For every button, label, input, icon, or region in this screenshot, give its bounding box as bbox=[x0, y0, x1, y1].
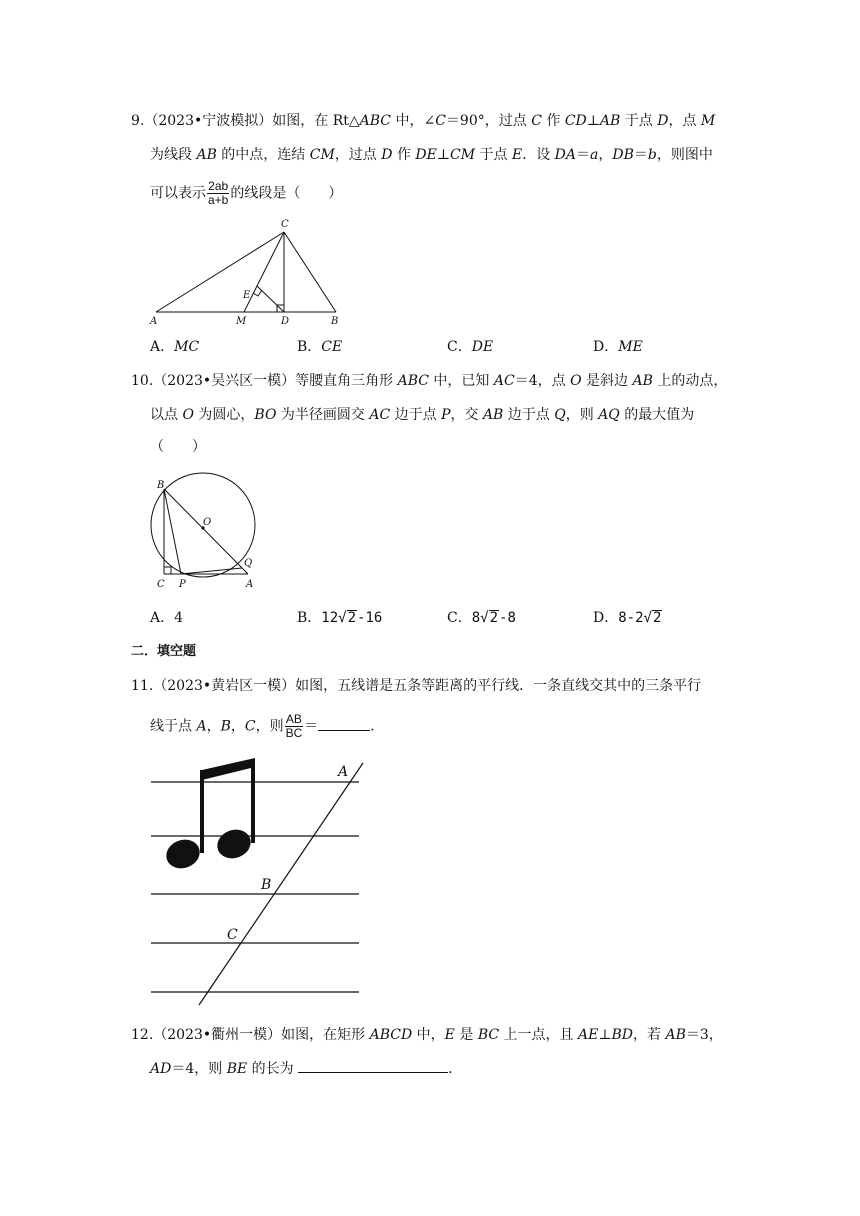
option-text bbox=[472, 610, 516, 626]
segment-ba bbox=[164, 489, 248, 574]
q12-text: BD bbox=[611, 1027, 634, 1043]
option-text: CE bbox=[321, 339, 343, 355]
q9-text: ABC bbox=[359, 113, 392, 129]
segment-ac bbox=[156, 232, 284, 312]
q10-text: 为圆心， bbox=[193, 407, 255, 423]
q10-text: 上的动点， bbox=[652, 373, 728, 389]
q10-option-c[interactable] bbox=[447, 608, 516, 628]
q10-option-d[interactable] bbox=[593, 608, 662, 628]
label-m: M bbox=[236, 316, 247, 327]
q10-option-b[interactable] bbox=[297, 608, 382, 628]
q10-text: 以点 bbox=[150, 407, 183, 423]
q12-line-2 bbox=[150, 1058, 462, 1079]
q9-text: CM bbox=[309, 147, 335, 163]
q11-line-1 bbox=[131, 676, 701, 696]
q9-option-b[interactable] bbox=[297, 337, 342, 357]
sqrt-icon: √ bbox=[338, 610, 347, 626]
q9-text: ＝90°，过点 bbox=[445, 113, 532, 129]
label-c: C bbox=[227, 927, 238, 943]
q9-text: CD bbox=[564, 113, 587, 129]
q12-text: ＝3， bbox=[685, 1027, 723, 1043]
q10-figure bbox=[145, 470, 270, 592]
q9-text: 于点 bbox=[620, 113, 658, 129]
q10-text: ，则 bbox=[565, 407, 599, 423]
option-text-part: -8 bbox=[499, 610, 516, 626]
q12-text: E bbox=[444, 1027, 455, 1043]
q11-text: ＝ bbox=[304, 718, 319, 735]
q9-line-1 bbox=[131, 111, 715, 131]
option-letter: B． bbox=[297, 339, 322, 355]
option-text: 4 bbox=[174, 610, 184, 626]
q11-text: ，则 bbox=[255, 718, 284, 735]
option-letter: C． bbox=[447, 339, 472, 355]
q12-text: BC bbox=[477, 1027, 500, 1043]
right-angle-mark-c bbox=[164, 567, 171, 574]
q10-text: ＝4，点 bbox=[514, 373, 571, 389]
label-e: E bbox=[243, 290, 251, 301]
label-d: D bbox=[281, 316, 290, 327]
option-letter: D． bbox=[593, 610, 619, 626]
q11-figure bbox=[145, 755, 375, 1010]
q9-option-c[interactable] bbox=[447, 337, 493, 357]
q11-text: 11.（2023•黄岩区一模）如图，五线谱是五条等距离的平行线．一条直线交其中的三条平行 bbox=[131, 678, 702, 694]
q12-text: 中， bbox=[412, 1027, 445, 1043]
q9-text: a bbox=[590, 147, 599, 163]
q10-line-2 bbox=[150, 405, 694, 425]
q10-text: 边于点 bbox=[390, 407, 442, 423]
option-text-part: 12 bbox=[321, 610, 339, 626]
label-a: A bbox=[150, 316, 158, 327]
q12-line-1 bbox=[131, 1025, 723, 1045]
label-b: B bbox=[157, 480, 165, 491]
q10-text: P bbox=[441, 407, 451, 423]
q9-option-a[interactable] bbox=[150, 337, 199, 357]
q12-text: AE bbox=[577, 1027, 599, 1043]
q10-text: AB bbox=[482, 407, 504, 423]
q10-line-1 bbox=[131, 371, 727, 391]
q11-text: ， bbox=[206, 718, 221, 735]
segment-de bbox=[257, 286, 284, 312]
q9-figure bbox=[140, 212, 360, 332]
q9-text: CM bbox=[450, 147, 476, 163]
option-letter: A． bbox=[150, 610, 175, 626]
option-text: MC bbox=[174, 339, 200, 355]
q10-text: O bbox=[570, 373, 582, 389]
radicand: 2 bbox=[347, 610, 357, 626]
q11-fraction bbox=[285, 713, 304, 740]
q12-answer-blank[interactable] bbox=[298, 1058, 448, 1073]
sqrt-icon: √ bbox=[643, 610, 652, 626]
q12-text: ，若 bbox=[633, 1027, 666, 1043]
q10-line-3 bbox=[150, 437, 206, 457]
q9-text: 作 bbox=[541, 113, 565, 129]
q10-text: 是斜边 bbox=[581, 373, 633, 389]
q10-text: 为半径画圆交 bbox=[276, 407, 370, 423]
label-p: P bbox=[179, 579, 186, 590]
q9-line-2 bbox=[150, 145, 713, 165]
q9-text: 的线段是（ ） bbox=[230, 185, 343, 202]
q9-text: AB bbox=[196, 147, 217, 163]
q11-answer-blank[interactable] bbox=[318, 716, 370, 731]
q10-text: AQ bbox=[598, 407, 620, 423]
q12-text: ⊥ bbox=[598, 1027, 612, 1043]
q10-text: 边于点 bbox=[503, 407, 555, 423]
q11-text: C bbox=[244, 718, 256, 735]
sqrt-icon: √ bbox=[480, 610, 489, 626]
q9-text: ．设 bbox=[522, 147, 555, 163]
radicand: 2 bbox=[489, 610, 499, 626]
q9-text: C bbox=[435, 113, 446, 129]
label-c: C bbox=[157, 579, 165, 590]
q9-text: DB bbox=[612, 147, 634, 163]
label-q: Q bbox=[244, 558, 253, 569]
q9-text: ， bbox=[598, 147, 613, 163]
q9-text: M bbox=[700, 113, 716, 129]
q9-text: ，过点 bbox=[334, 147, 382, 163]
q12-text: AB bbox=[665, 1027, 686, 1043]
q12-text: 是 bbox=[454, 1027, 478, 1043]
option-letter: A． bbox=[150, 339, 175, 355]
q12-text: 12.（2023•衢州一模）如图，在矩形 bbox=[131, 1027, 370, 1043]
q9-text: E bbox=[511, 147, 523, 163]
q12-text: ABCD bbox=[369, 1027, 413, 1043]
q9-text: ，点 bbox=[668, 113, 701, 129]
fraction-denominator: a+b bbox=[208, 193, 229, 207]
section-heading-fill-in: 二．填空题 bbox=[131, 644, 197, 659]
q10-option-a[interactable] bbox=[150, 608, 183, 628]
q10-text: AB bbox=[632, 373, 653, 389]
q11-text: 线于点 bbox=[150, 718, 197, 735]
radicand: 2 bbox=[652, 610, 662, 626]
q9-text: ⊥ bbox=[436, 147, 451, 163]
q12-text: 的长为 bbox=[247, 1061, 299, 1077]
q9-text: ＝ bbox=[576, 147, 591, 163]
option-letter: B． bbox=[297, 610, 322, 626]
q9-text: ＝ bbox=[633, 147, 648, 163]
fraction-denominator: BC bbox=[285, 726, 303, 740]
q10-text: BO bbox=[254, 407, 277, 423]
label-b: B bbox=[261, 877, 272, 893]
q9-text: 的中点，连结 bbox=[216, 147, 310, 163]
q10-text: AC bbox=[369, 407, 391, 423]
option-text: ME bbox=[618, 339, 643, 355]
q9-text: 可以表示 bbox=[150, 185, 206, 202]
q12-text: 上一点，且 bbox=[499, 1027, 578, 1043]
q9-text: 为线段 bbox=[150, 147, 197, 163]
label-c: C bbox=[281, 219, 289, 230]
option-text bbox=[618, 610, 662, 626]
q9-line-3 bbox=[150, 180, 342, 207]
q11-text: ． bbox=[370, 718, 385, 735]
fraction-numerator: 2ab bbox=[208, 179, 229, 193]
q9-text: b bbox=[647, 147, 657, 163]
q9-text: 作 bbox=[392, 147, 416, 163]
q12-text: AD bbox=[150, 1061, 172, 1077]
option-text-part: 8-2 bbox=[618, 610, 644, 626]
q9-fraction bbox=[207, 180, 229, 207]
q11-line-2 bbox=[150, 713, 384, 740]
q9-option-d[interactable] bbox=[593, 337, 643, 357]
segment-bc bbox=[284, 232, 336, 312]
label-o: O bbox=[203, 517, 212, 528]
q10-text: Q bbox=[554, 407, 566, 423]
q9-text: D bbox=[657, 113, 669, 129]
label-a: A bbox=[246, 579, 254, 590]
q9-text: AB bbox=[599, 113, 621, 129]
q9-text: DA bbox=[554, 147, 577, 163]
label-b: B bbox=[331, 316, 339, 327]
q9-text: ⊥ bbox=[586, 113, 600, 129]
q9-text: 中，∠ bbox=[391, 113, 436, 129]
q10-text: 10.（2023•吴兴区一模）等腰直角三角形 bbox=[131, 373, 398, 389]
q11-text: ， bbox=[230, 718, 245, 735]
option-letter: D． bbox=[593, 339, 619, 355]
q12-text: ． bbox=[448, 1061, 463, 1077]
q9-text: DE bbox=[415, 147, 437, 163]
q10-text: ABC bbox=[397, 373, 429, 389]
q10-text: 中，已知 bbox=[428, 373, 494, 389]
q12-text: BE bbox=[226, 1061, 248, 1077]
option-text bbox=[321, 610, 382, 626]
q10-text: ，交 bbox=[450, 407, 483, 423]
option-text-part: 8 bbox=[471, 610, 481, 626]
music-note-icon bbox=[162, 758, 255, 873]
transversal-line bbox=[199, 763, 363, 1005]
segment-bp bbox=[164, 489, 181, 574]
segment-pq bbox=[181, 568, 242, 574]
q9-text: C bbox=[531, 113, 542, 129]
q9-text: D bbox=[381, 147, 393, 163]
q10-text: AC bbox=[493, 373, 515, 389]
q11-text: B bbox=[220, 718, 231, 735]
q9-text: 9.（2023•宁波模拟）如图，在 Rt△ bbox=[131, 113, 360, 129]
label-a: A bbox=[338, 764, 349, 780]
q10-text: O bbox=[182, 407, 194, 423]
option-text: DE bbox=[471, 339, 494, 355]
q9-text: 于点 bbox=[475, 147, 512, 163]
q10-text: （ ） bbox=[150, 439, 206, 455]
fraction-numerator: AB bbox=[285, 712, 302, 726]
q12-text: ＝4，则 bbox=[171, 1061, 227, 1077]
q9-text: ，则图中 bbox=[656, 147, 713, 163]
option-text-part: -16 bbox=[357, 610, 383, 626]
option-letter: C． bbox=[447, 610, 472, 626]
q11-text: A bbox=[196, 718, 207, 735]
q10-text: 的最大值为 bbox=[619, 407, 695, 423]
